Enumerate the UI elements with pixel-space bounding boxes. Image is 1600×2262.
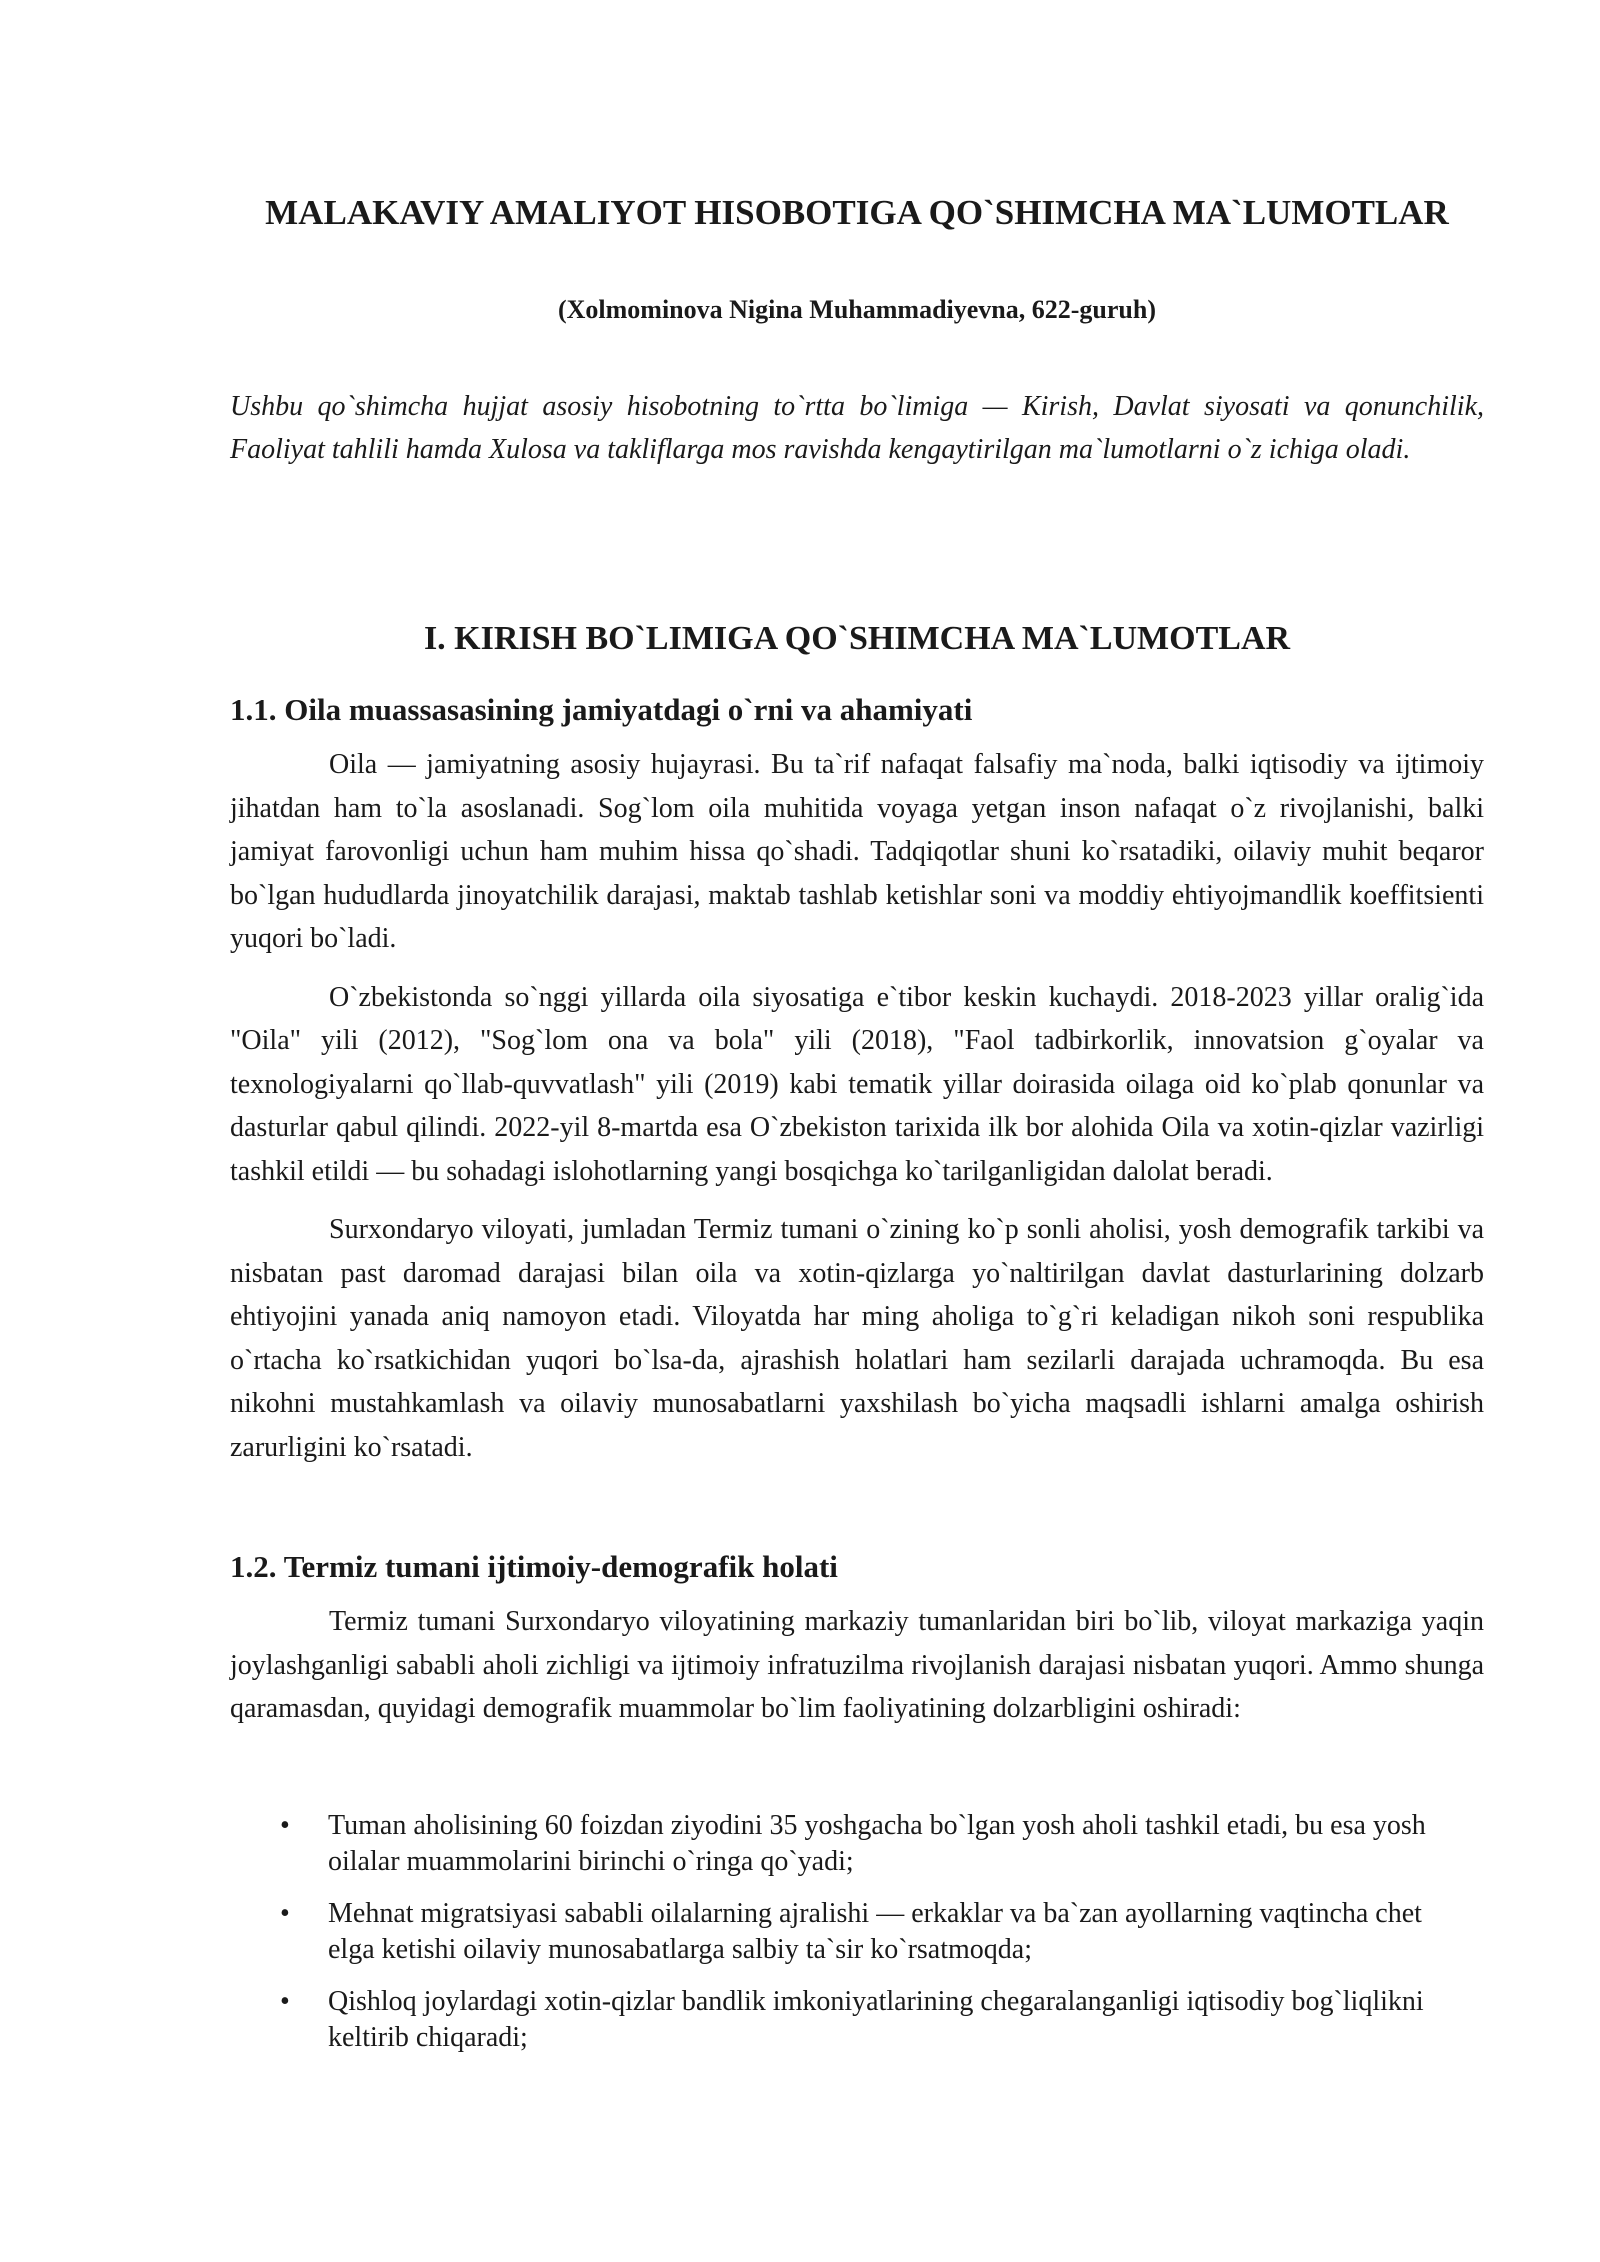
- paragraph: Oila — jamiyatning asosiy hujayrasi. Bu ta`rif nafaqat falsafiy ma`noda, balki iqtisodiy va ijtimoiy jihatdan ham to`la asoslanadi. Sog`lom oila muhitida voyaga yetgan inson nafaqat o`z rivojlanishi, balki jamiyat farovonligi uchun ham muhim hissa qo`shadi. Tadqiqotlar shuni ko`rsatadiki, oilaviy muhit beqaror bo`lgan hududlarda jinoyatchilik darajasi, maktab tashlab ketishlar soni va moddiy ehtiyojmandlik koeffitsienti yuqori bo`ladi.: [230, 749, 1484, 954]
- list-item: [230, 1896, 1484, 1968]
- subsection-1-2-body: [230, 1600, 1484, 1746]
- intro-paragraph: Ushbu qo`shimcha hujjat asosiy hisobotning to`rtta bo`limiga — Kirish, Davlat siyosati va qonunchilik, Faoliyat tahlili hamda Xulosa va takliflarga mos ravishda kengaytirilgan ma`lumotlarni o`z ichiga oladi.: [230, 391, 1484, 465]
- list-item: [230, 1984, 1484, 2056]
- subsection-1-1-body: [230, 743, 1484, 1484]
- list-item-text: Mehnat migratsiyasi sababli oilalarning ajralishi — erkaklar va ba`zan ayollarning vaqtincha chet elga ketishi oilaviy munosabatlarga salbiy ta`sir ko`rsatmoqda;: [328, 1898, 1422, 1965]
- section-heading: I. KIRISH BO`LIMIGA QO`SHIMCHA MA`LUMOTLAR: [423, 620, 1291, 657]
- list-item-text: Tuman aholisining 60 foizdan ziyodini 35 yoshgacha bo`lgan yosh aholi tashkil etadi, bu esa yosh oilalar muammolarini birinchi o`ringa qo`yadi;: [328, 1810, 1426, 1877]
- paragraph: Termiz tumani Surxondaryo viloyatining markaziy tumanlaridan biri bo`lib, viloyat markaziga yaqin joylashganligi sababli aholi zichligi va ijtimoiy infratuzilma rivojlanish darajasi nisbatan yuqori. Ammo shunga qaramasdan, quyidagi demografik muammolar bo`lim faoliyatining dolzarbligini oshiradi:: [230, 1606, 1484, 1724]
- paragraph: O`zbekistonda so`nggi yillarda oila siyosatiga e`tibor keskin kuchaydi. 2018-2023 yillar oralig`ida "Oila" yili (2012), "Sog`lom ona va bola" yili (2018), "Faol tadbirkorlik, innovatsion g`oyalar va texnologiyalarni qo`llab-quvvatlash" yili (2019) kabi tematik yillar doirasida oilaga oid ko`plab qonunlar va dasturlar qabul qilindi. 2022-yil 8-martda esa O`zbekiston tarixida ilk bor alohida Oila va xotin-qizlar vazirligi tashkil etildi — bu sohadagi islohotlarning yangi bosqichga ko`tarilganligidan dalolat beradi.: [230, 981, 1484, 1187]
- bullet-list: [230, 1808, 1484, 2072]
- list-item-text: Qishloq joylardagi xotin-qizlar bandlik imkoniyatlarining chegaralanganligi iqtisodiy bog`liqlikni keltirib chiqaradi;: [328, 1986, 1424, 2053]
- paragraph: Surxondaryo viloyati, jumladan Termiz tumani o`zining ko`p sonli aholisi, yosh demografik tarkibi va nisbatan past daromad darajasi bilan oila va xotin-qizlarga yo`naltirilgan davlat dasturlarining dolzarb ehtiyojini yanada aniq namoyon etadi. Viloyatda har ming aholiga to`g`ri keladigan nikoh soni respublika o`rtacha ko`rsatkichidan yuqori bo`lsa-da, ajrashish holatlari ham sezilarli darajada uchramoqda. Bu esa nikohni mustahkamlash va oilaviy munosabatlarni yaxshilash bo`yicha maqsadli ishlarni amalga oshirish zarurligini ko`rsatadi.: [230, 1214, 1484, 1463]
- document-title: MALAKAVIY AMALIYOT HISOBOTIGA QO`SHIMCHA MA`LUMOTLAR: [265, 193, 1449, 232]
- list-item: [230, 1808, 1484, 1880]
- document-subtitle: (Xolmominova Nigina Muhammadiyevna, 622-guruh): [557, 295, 1157, 324]
- bullet-icon: •: [280, 1810, 290, 1841]
- bullet-icon: •: [280, 1898, 290, 1929]
- subsection-heading-1-2: 1.2. Termiz tumani ijtimoiy-demografik holati: [230, 1549, 838, 1584]
- subsection-heading-1-1: 1.1. Oila muassasasining jamiyatdagi o`rni va ahamiyati: [230, 692, 973, 727]
- bullet-icon: •: [280, 1986, 290, 2017]
